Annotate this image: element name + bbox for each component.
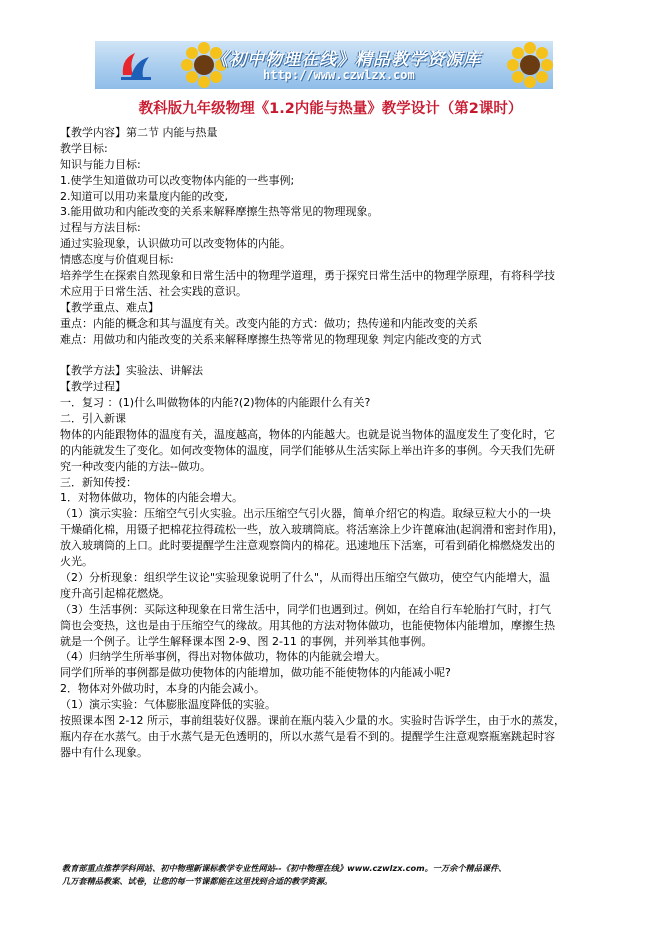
document-line: 筒也会变热，这也是由于压缩空气的缘故。用其他的方法对物体做功，也能使物体内能增加，摩擦生热 <box>60 618 555 632</box>
document-line: 一．复习 ：(1)什么叫做物体的内能?(2)物体的内能跟什么有关? <box>60 396 371 410</box>
header-banner <box>95 41 553 89</box>
document-line: 【教学重点、难点】 <box>60 300 159 314</box>
document-line: 干燥硝化棉，用镊子把棉花拉得疏松一些，放入玻璃筒底。将活塞涂上少许蓖麻油(起润滑和密封作用)， <box>60 523 564 537</box>
banner-title: 《初中物理在线》精品教学资源库 <box>211 50 481 70</box>
document-line: （1）演示实验：气体膨胀温度降低的实验。 <box>60 698 276 712</box>
page-footer <box>62 862 607 888</box>
footer-line: 教育部重点推荐学科网站、初中物理新课标教学专业性网站--《初中物理在线》www.czwlzx.com。一万余个精品课件、 <box>62 863 507 873</box>
document-line: 【教学过程】 <box>60 380 126 394</box>
document-line: 火光。 <box>60 555 93 569</box>
document-line: 术应用于日常生活、社会实践的意识。 <box>60 284 247 298</box>
document-line: 放入玻璃筒的上口。此时要提醒学生注意观察筒内的棉花。迅速地压下活塞，可看到硝化棉燃烧发出的 <box>60 539 555 553</box>
document-line: 重点：内能的概念和其与温度有关。改变内能的方式：做功；热传递和内能改变的关系 <box>60 316 478 330</box>
document-line: 同学们所举的事例都是做功使物体的内能增加，做功能不能使物体的内能减小呢? <box>60 666 451 680</box>
footer-line: 几万套精品教案、试卷，让您的每一节课都能在这里找到合适的教学资源。 <box>62 876 333 886</box>
document-line: 过程与方法目标: <box>60 221 141 235</box>
site-logo-icon <box>117 45 157 85</box>
document-line: 【教学方法】实验法、讲解法 <box>60 364 203 378</box>
document-line: 二．引入新课 <box>60 412 126 426</box>
document-line: 器中有什么现象。 <box>60 745 148 759</box>
document-body <box>60 125 600 761</box>
document-line: （1）演示实验：压缩空气引火实验。出示压缩空气引火器，简单介绍它的构造。取绿豆粒大小的一块 <box>60 507 551 521</box>
document-line: 物体的内能跟物体的温度有关，温度越高，物体的内能越大。也就是说当物体的温度发生了变化时，它 <box>60 427 555 441</box>
sunflower-icon <box>507 42 553 88</box>
document-line: 知识与能力目标: <box>60 157 141 171</box>
document-line: 培养学生在探索自然现象和日常生活中的物理学道理，勇于探究日常生活中的物理学原理，有将科学技 <box>60 269 555 283</box>
document-line: 瓶内存在水蒸气。由于水蒸气是无色透明的，所以水蒸气是看不到的。提醒学生注意观察瓶塞跳起时容 <box>60 729 555 743</box>
document-line: （4）归纳学生所举事例，得出对物体做功，物体的内能就会增大。 <box>60 650 386 664</box>
document-line: 教学目标: <box>60 141 108 155</box>
document-line: 难点：用做功和内能改变的关系来解释摩擦生热等常见的物理现象 判定内能改变的方式 <box>60 332 482 346</box>
document-line: 1.使学生知道做功可以改变物体内能的一些事例; <box>60 173 295 187</box>
document-line: 2．物体对外做功时，本身的内能会减小。 <box>60 682 265 696</box>
document-line: 究一种改变内能的方法--做功。 <box>60 459 211 473</box>
document-line: 通过实验现象，认识做功可以改变物体的内能。 <box>60 237 291 251</box>
document-line: 1．对物体做功，物体的内能会增大。 <box>60 491 243 505</box>
document-line: 情感态度与价值观目标: <box>60 253 174 267</box>
document-line: 【教学内容】第二节 内能与热量 <box>60 126 218 139</box>
document-line: （2）分析现象：组织学生议论"实验现象说明了什么"，从而得出压缩空气做功，使空气内能增大，温 <box>60 570 551 584</box>
document-line: （3）生活事例：买际这种现象在日常生活中，同学们也遇到过。例如，在给自行车轮胎打气时，打气 <box>60 602 551 616</box>
document-title: 教科版九年级物理《1.2内能与热量》教学设计（第2课时） <box>138 101 523 117</box>
document-line <box>60 347 600 363</box>
banner-url[interactable]: http://www.czwlzx.com <box>263 68 415 82</box>
document-line: 三．新知传授： <box>60 475 137 489</box>
document-line: 度升高引起棉花燃烧。 <box>60 586 170 600</box>
document-line: 就是一个例子。让学生解释课本图 2-9、图 2-11 的事例，并列举其他事例。 <box>60 634 433 648</box>
document-line: 的内能就发生了变化。如何改变物体的温度，同学们能够从生活实际上举出许多的事例。今天我们先研 <box>60 443 555 457</box>
document-line: 2.知道可以用功来量度内能的改变, <box>60 189 228 203</box>
document-line: 3.能用做功和内能改变的关系来解释摩擦生热等常见的物理现象。 <box>60 205 379 219</box>
document-line: 按照课本图 2-12 所示，事前组装好仪器。课前在瓶内装入少量的水。实验时告诉学生，由于水的蒸发， <box>60 713 565 727</box>
